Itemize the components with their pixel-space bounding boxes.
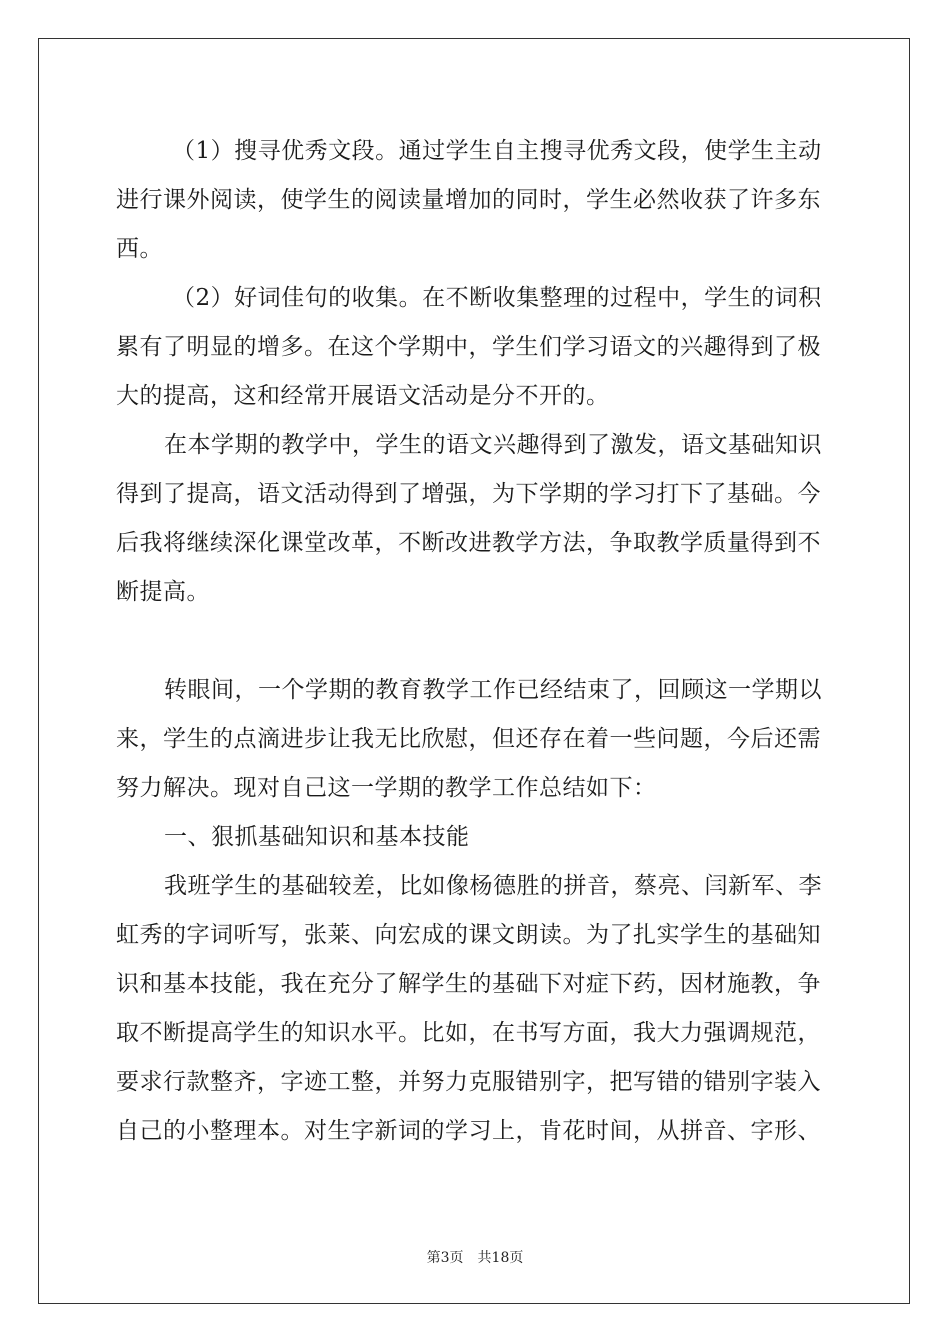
subsection-heading: 一、狠抓基础知识和基本技能 bbox=[164, 824, 470, 850]
paragraph-line: 西。 bbox=[116, 236, 163, 262]
paragraph-line: 取不断提高学生的知识水平。比如，在书写方面，我大力强调规范， bbox=[116, 1020, 821, 1046]
paragraph-line: 来，学生的点滴进步让我无比欣慰，但还存在着一些问题，今后还需 bbox=[116, 726, 821, 752]
page-border bbox=[38, 38, 910, 1304]
paragraph-line: 进行课外阅读，使学生的阅读量增加的同时，学生必然收获了许多东 bbox=[116, 187, 821, 213]
paragraph-line: 累有了明显的增多。在这个学期中，学生们学习语文的兴趣得到了极 bbox=[116, 334, 821, 360]
paragraph-line: 得到了提高，语文活动得到了增强，为下学期的学习打下了基础。今 bbox=[116, 481, 821, 507]
paragraph-line: 我班学生的基础较差，比如像杨德胜的拼音，蔡亮、闫新军、李 bbox=[164, 873, 822, 899]
paragraph-line: 要求行款整齐，字迹工整，并努力克服错别字，把写错的错别字装入 bbox=[116, 1069, 821, 1095]
page-footer: 第3页 共18页 bbox=[426, 1250, 524, 1266]
paragraph-line: 自己的小整理本。对生字新词的学习上，肯花时间，从拼音、字形、 bbox=[116, 1118, 821, 1144]
paragraph-line: 努力解决。现对自己这一学期的教学工作总结如下： bbox=[116, 775, 657, 801]
paragraph-line: 识和基本技能，我在充分了解学生的基础下对症下药，因材施教，争 bbox=[116, 971, 821, 997]
paragraph-line: 虹秀的字词听写，张莱、向宏成的课文朗读。为了扎实学生的基础知 bbox=[116, 922, 821, 948]
paragraph-line: （1）搜寻优秀文段。通过学生自主搜寻优秀文段，使学生主动 bbox=[172, 138, 822, 164]
paragraph-line: 断提高。 bbox=[116, 579, 210, 605]
paragraph-line: 后我将继续深化课堂改革，不断改进教学方法，争取教学质量得到不 bbox=[116, 530, 821, 556]
paragraph-line: 转眼间，一个学期的教育教学工作已经结束了，回顾这一学期以 bbox=[164, 677, 822, 703]
paragraph-line: （2）好词佳句的收集。在不断收集整理的过程中，学生的词积 bbox=[172, 285, 822, 311]
paragraph-line: 大的提高，这和经常开展语文活动是分不开的。 bbox=[116, 383, 610, 409]
paragraph-line: 在本学期的教学中，学生的语文兴趣得到了激发，语文基础知识 bbox=[164, 432, 822, 458]
